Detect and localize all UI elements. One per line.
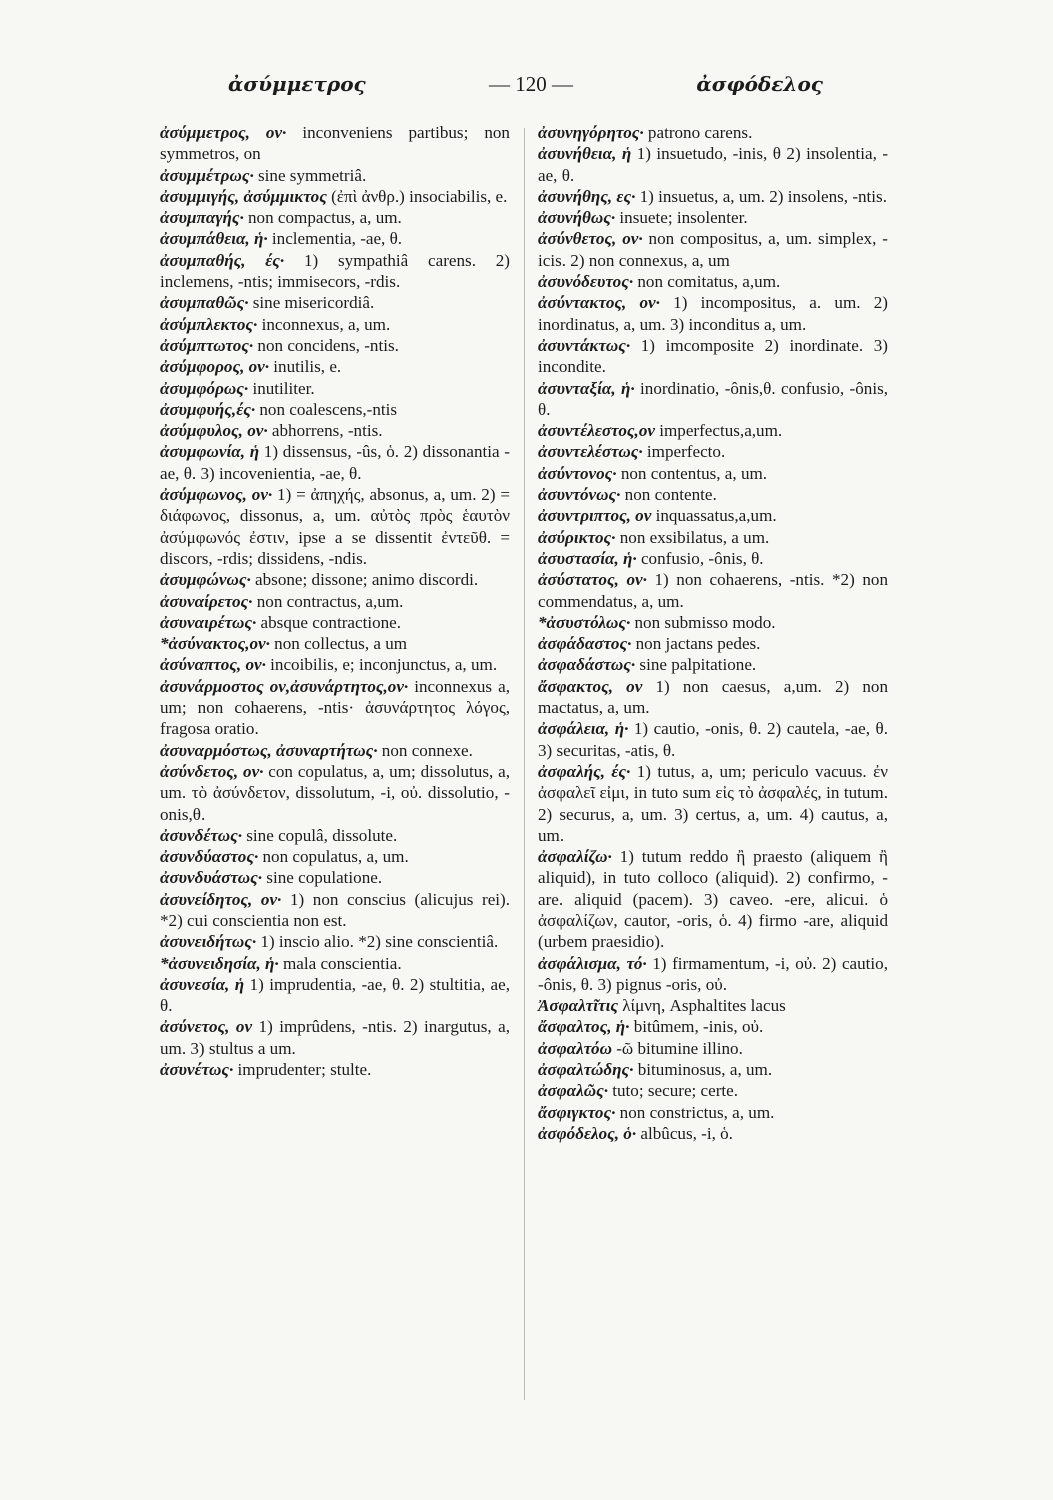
entry-lemma: ἀσυνδυάστως· (160, 868, 263, 888)
entry-definition: bitûmem, -inis, οὐ. (629, 1017, 764, 1037)
entry-lemma: ἀσύνδετος, ον· (160, 761, 264, 781)
entry-definition: non compositus, a, um. simplex, -icis. 2) non connexus, a, um (538, 229, 888, 270)
entry-definition: non contentus, a, um. (616, 463, 768, 483)
entry-lemma: ἀσυμπαθής, ές· (160, 250, 285, 270)
entry-lemma: ἀσύμφορος, ον· (160, 357, 270, 377)
dictionary-entry (538, 378, 888, 421)
entry-lemma: ἀσυναιρέτως· (160, 612, 257, 632)
entry-definition: non exsibilatus, a um. (615, 527, 770, 547)
dictionary-entry (160, 569, 510, 590)
dictionary-entry (160, 399, 510, 420)
entry-definition: non connexe. (377, 740, 473, 760)
entry-definition: 1) insuetudo, -inis, θ 2) insolentia, -ae, θ. (538, 144, 889, 185)
entry-lemma: *ἀσύνακτος,ον· (160, 634, 270, 654)
entry-definition: 1) firmamentum, -i, οὐ. 2) cautio, -ônis, θ. 3) pignus -oris, οὐ. (538, 953, 888, 994)
entry-lemma: ἀσυναρμόστως, ἀσυναρτήτως· (160, 740, 378, 760)
entry-lemma: ἀσφαλτώδης· (538, 1060, 634, 1080)
entry-definition: inconnexus a, um; non cohaerens, -ntis· ἀσυνάρτητος λόγος, fragosa oratio. (160, 676, 510, 739)
entry-lemma: ἀσφαδάστως· (538, 655, 636, 675)
entry-lemma: ἀσυντέλεστος,ον (538, 421, 655, 441)
entry-lemma: ἀσυμμιγής, ἀσύμμικτος (160, 186, 327, 206)
dictionary-entry (160, 591, 510, 612)
entry-definition: sine misericordiâ. (248, 293, 375, 313)
dictionary-entry (160, 612, 510, 633)
dictionary-entry (160, 867, 510, 888)
left-column (160, 122, 510, 1080)
entry-definition: imperfectus,a,um. (654, 421, 783, 441)
entry-definition: (ἐπὶ ἀνθρ.) insociabilis, e. (326, 186, 508, 206)
entry-definition: 1) insuetus, a, um. 2) insolens, -ntis. (635, 186, 887, 206)
dictionary-entry (160, 335, 510, 356)
dictionary-entry (160, 740, 510, 761)
entry-lemma: ἀσύστατος, ον· (538, 570, 647, 590)
entry-definition: non copulatus, a, um. (258, 847, 409, 867)
dictionary-entry (160, 186, 510, 207)
entry-definition: patrono carens. (643, 123, 753, 142)
entry-definition: insuete; insolenter. (615, 208, 748, 228)
entry-definition: mala conscientia. (278, 953, 402, 973)
dictionary-entry (538, 335, 888, 378)
dictionary-entry (160, 1059, 510, 1080)
entry-lemma: ἀσυνταξία, ἡ· (538, 378, 635, 398)
entry-definition: 1) tutum reddo ἢ praesto (aliquem ἢ aliquid), in tuto colloco (aliquid). 2) confirmo, -are. aliquid (pacem). 3) caveo. -ere, alicui. ὁ ἀσφαλίζων, cautor, -oris, ὁ. 4) firmo -are, aliquid (urbem praesidio). (538, 847, 888, 952)
entry-definition: 1) sympathiâ carens. 2) inclemens, -ntis; immisecors, -rdis. (160, 250, 510, 292)
dictionary-entry (160, 825, 510, 846)
dictionary-entry (538, 953, 888, 996)
entry-lemma: ἀσυνήθως· (538, 208, 616, 228)
entry-lemma: ἀσυναίρετος· (160, 591, 253, 611)
entry-definition: non contractus, a,um. (252, 591, 404, 611)
dictionary-entry (538, 143, 888, 186)
entry-definition: non coalescens,-ntis (255, 399, 398, 419)
right-column (538, 122, 888, 1144)
header-left-headword: ἀσύμμετρος (228, 72, 366, 96)
entry-definition: 1) non caesus, a,um. 2) non mactatus, a, um. (538, 676, 888, 718)
entry-definition: inordinatio, -ônis,θ. confusio, -ônis, θ. (538, 378, 888, 419)
dictionary-entry (160, 846, 510, 867)
entry-definition: absque contractione. (256, 612, 402, 632)
dictionary-entry (160, 654, 510, 675)
dictionary-entry (160, 250, 510, 293)
entry-lemma: *ἀσυνειδησία, ἡ· (160, 953, 279, 973)
dictionary-entry (538, 612, 888, 633)
entry-definition: incoibilis, e; inconjunctus, a, um. (265, 655, 498, 675)
dictionary-entry (538, 441, 888, 462)
entry-lemma: ἀσυντριπτος, ον (538, 506, 652, 526)
entry-lemma: ἀσυνδύαστος· (160, 847, 259, 867)
dictionary-entry (538, 420, 888, 441)
dictionary-entry (538, 1080, 888, 1101)
entry-definition: sine copulâ, dissolute. (242, 825, 398, 845)
dictionary-entry (160, 356, 510, 377)
entry-lemma: ἀσυντάκτως· (538, 335, 631, 355)
entry-definition: 1) imprûdens, -ntis. 2) inargutus, a, um. 3) stultus a um. (160, 1017, 510, 1058)
columns (160, 122, 908, 1402)
entry-lemma: ἀσυνήθης, ες· (538, 186, 636, 206)
entry-lemma: ἄσφιγκτος· (538, 1102, 616, 1122)
dictionary-entry (538, 186, 888, 207)
entry-definition: non jactans pedes. (631, 634, 761, 654)
entry-lemma: Ἀσφαλτῖτις (538, 996, 618, 1016)
entry-definition: inquassatus,a,um. (651, 506, 777, 526)
dictionary-entry (538, 1016, 888, 1037)
entry-definition: λίμνη, Asphaltites lacus (617, 996, 786, 1016)
dictionary-entry (538, 761, 888, 846)
column-divider (524, 128, 525, 1400)
dictionary-entry (538, 122, 888, 143)
dictionary-entry (538, 633, 888, 654)
entry-definition: 1) non cohaerens, -ntis. *2) non commendatus, a, um. (538, 570, 889, 611)
entry-lemma: ἀσύμφυλος, ον· (160, 421, 268, 441)
entry-lemma: ἀσυνόδευτος· (538, 272, 634, 292)
entry-lemma: *ἀσυστόλως· (538, 612, 631, 632)
entry-definition: inutiliter. (248, 378, 315, 398)
dictionary-entry (538, 548, 888, 569)
dictionary-entry (160, 228, 510, 249)
entry-definition: 1) non conscius (alicujus rei). *2) cui conscientia non est. (160, 889, 510, 930)
page-number: — 120 — (489, 72, 574, 96)
dictionary-entry (160, 676, 510, 740)
entry-lemma: ἀσφόδελος, ὁ· (538, 1123, 637, 1143)
dictionary-entry (538, 569, 888, 612)
entry-lemma: ἀσυνδέτως· (160, 825, 242, 845)
entry-lemma: ἀσυμφώνως· (160, 570, 251, 590)
entry-lemma: ἀσυνήθεια, ἡ (538, 144, 632, 164)
dictionary-entry (538, 995, 888, 1016)
dictionary-entry (538, 207, 888, 228)
entry-lemma: ἀσυνεσία, ἡ (160, 974, 245, 994)
dictionary-entry (538, 271, 888, 292)
entry-definition: absone; dissone; animo discordi. (250, 570, 479, 590)
entry-lemma: ἄσφακτος, ον (538, 676, 643, 696)
entry-definition: 1) dissensus, -ûs, ὁ. 2) dissonantia -ae, θ. 3) incovenientia, -ae, θ. (160, 442, 510, 483)
entry-definition: albûcus, -i, ὁ. (636, 1123, 733, 1143)
entry-definition: inconveniens partibus; non symmetros, on (160, 123, 510, 164)
entry-lemma: ἀσυνέτως· (160, 1060, 234, 1080)
entry-definition: non comitatus, a,um. (633, 272, 781, 292)
entry-definition: non compactus, a, um. (243, 208, 402, 228)
dictionary-entry (538, 1038, 888, 1059)
entry-lemma: ἀσυμπαθῶς· (160, 293, 249, 313)
dictionary-entry (160, 420, 510, 441)
dictionary-entry (160, 378, 510, 399)
dictionary-entry (160, 761, 510, 825)
entry-definition: confusio, -ônis, θ. (636, 548, 764, 568)
entry-definition: 1) inscio alio. *2) sine conscientiâ. (256, 932, 499, 952)
entry-definition: non collectus, a um (269, 634, 408, 654)
dictionary-entry (538, 505, 888, 526)
dictionary-entry (160, 633, 510, 654)
entry-lemma: ἀσύρικτος· (538, 527, 616, 547)
dictionary-entry (538, 1102, 888, 1123)
dictionary-entry (160, 1016, 510, 1059)
dictionary-entry (538, 527, 888, 548)
entry-lemma: ἀσύμπλεκτος· (160, 314, 258, 334)
dictionary-entry (160, 974, 510, 1017)
entry-lemma: ἀσυμπάθεια, ἡ· (160, 229, 268, 249)
entry-definition: sine symmetriâ. (253, 165, 367, 185)
entry-lemma: ἀσύντακτος, ον· (538, 293, 660, 313)
entry-lemma: ἀσυστασία, ἡ· (538, 548, 637, 568)
entry-definition: -ῶ bitumine illino. (611, 1038, 743, 1058)
entry-lemma: ἀσφάλισμα, τό· (538, 953, 647, 973)
entry-lemma: ἀσυμπαγής· (160, 208, 244, 228)
entry-definition: imperfecto. (642, 442, 726, 462)
entry-definition: sine copulatione. (262, 868, 383, 888)
dictionary-entry (160, 953, 510, 974)
entry-lemma: ἀσύμφωνος, ον· (160, 485, 273, 505)
entry-definition: non concidens, -ntis. (253, 335, 399, 355)
entry-definition: 1) incompositus, a. um. 2) inordinatus, a, um. 3) inconditus a, um. (538, 293, 888, 334)
dictionary-entry (538, 292, 888, 335)
dictionary-entry (538, 654, 888, 675)
entry-lemma: ἀσφαλτόω (538, 1038, 612, 1058)
entry-definition: imprudenter; stulte. (233, 1060, 372, 1080)
entry-lemma: ἀσυνειδήτως· (160, 932, 257, 952)
dictionary-entry (160, 165, 510, 186)
entry-lemma: ἀσύμπτωτος· (160, 335, 254, 355)
entry-lemma: ἀσφαλῶς· (538, 1081, 608, 1101)
dictionary-entry (538, 1123, 888, 1144)
dictionary-entry (538, 718, 888, 761)
entry-definition: non submisso modo. (630, 612, 776, 632)
entry-lemma: ἀσυμμέτρως· (160, 165, 254, 185)
dictionary-entry (160, 889, 510, 932)
dictionary-entry (160, 314, 510, 335)
entry-lemma: ἀσυνείδητος, ον· (160, 889, 282, 909)
entry-lemma: ἀσυμφωνία, ἡ (160, 442, 260, 462)
entry-lemma: ἀσύναπτος, ον· (160, 655, 266, 675)
dictionary-entry (538, 1059, 888, 1080)
running-header (228, 72, 823, 97)
entry-lemma: ἀσυντελέστως· (538, 442, 643, 462)
entry-lemma: ἀσύντονος· (538, 463, 617, 483)
header-right-headword: ἀσφόδελος (696, 72, 823, 96)
entry-lemma: ἀσύνετος, ον (160, 1017, 253, 1037)
entry-lemma: ἀσφαλής, ές· (538, 761, 631, 781)
entry-lemma: ἀσφαλίζω· (538, 847, 612, 867)
dictionary-entry (538, 228, 888, 271)
dictionary-entry (160, 441, 510, 484)
dictionary-entry (160, 122, 510, 165)
dictionary-entry (538, 484, 888, 505)
entry-lemma: ἀσυντόνως· (538, 485, 621, 505)
dictionary-entry (160, 207, 510, 228)
entry-definition: 1) cautio, -onis, θ. 2) cautela, -ae, θ. 3) securitas, -atis, θ. (538, 719, 888, 760)
entry-lemma: ἀσυνάρμοστος ον,ἀσυνάρτητος,ον· (160, 676, 409, 696)
entry-definition: 1) tutus, a, um; periculo vacuus. ἐν ἀσφαλεῖ εἰμι, in tuto sum εἰς τὸ ἀσφαλές, in tutum. 2) securus, a, um. 3) certus, a, um. 4) cautus, a, um. (538, 761, 889, 845)
entry-definition: inclementia, -ae, θ. (267, 229, 403, 249)
entry-definition: non contente. (620, 485, 717, 505)
entry-lemma: ἀσυμφυής,ές· (160, 399, 256, 419)
entry-definition: inconnexus, a, um. (257, 314, 391, 334)
entry-lemma: ἀσφάδαστος· (538, 634, 632, 654)
entry-definition: 1) imcomposite 2) inordinate. 3) incondite. (538, 335, 888, 377)
entry-definition: abhorrens, -ntis. (267, 421, 383, 441)
entry-definition: non constrictus, a, um. (615, 1102, 775, 1122)
entry-definition: bituminosus, a, um. (633, 1060, 773, 1080)
dictionary-entry (538, 846, 888, 952)
entry-lemma: ἀσύνθετος, ον· (538, 229, 643, 249)
entry-lemma: ἄσφαλτος, ἡ· (538, 1017, 630, 1037)
dictionary-entry (538, 676, 888, 719)
entry-definition: sine palpitatione. (635, 655, 757, 675)
dictionary-entry (160, 931, 510, 952)
entry-definition: tuto; secure; certe. (607, 1081, 739, 1101)
entry-definition: inutilis, e. (269, 357, 342, 377)
entry-definition: 1) = ἀπηχής, absonus, a, um. 2) = διάφωνος, dissonus, a, um. αὐτὸς πρὸς ἑαυτὸν ἀσύμφωνός ἐστιν, ipse a se dissentit ἐντεῦθ. = discors, -rdis; dissidens, -ndis. (160, 485, 511, 568)
entry-lemma: ἀσυμφόρως· (160, 378, 249, 398)
dictionary-entry (160, 292, 510, 313)
entry-lemma: ἀσύμμετρος, ον· (160, 123, 287, 142)
entry-lemma: ἀσφάλεια, ἡ· (538, 719, 629, 739)
entry-definition: 1) imprudentia, -ae, θ. 2) stultitia, ae, θ. (160, 974, 510, 1016)
entry-lemma: ἀσυνηγόρητος· (538, 123, 644, 142)
dictionary-entry (160, 484, 510, 569)
entry-definition: con copulatus, a, um; dissolutus, a, um. τὸ ἀσύνδετον, dissolutum, -i, οὐ. dissolutio, -onis,θ. (160, 761, 510, 824)
dictionary-entry (538, 463, 888, 484)
